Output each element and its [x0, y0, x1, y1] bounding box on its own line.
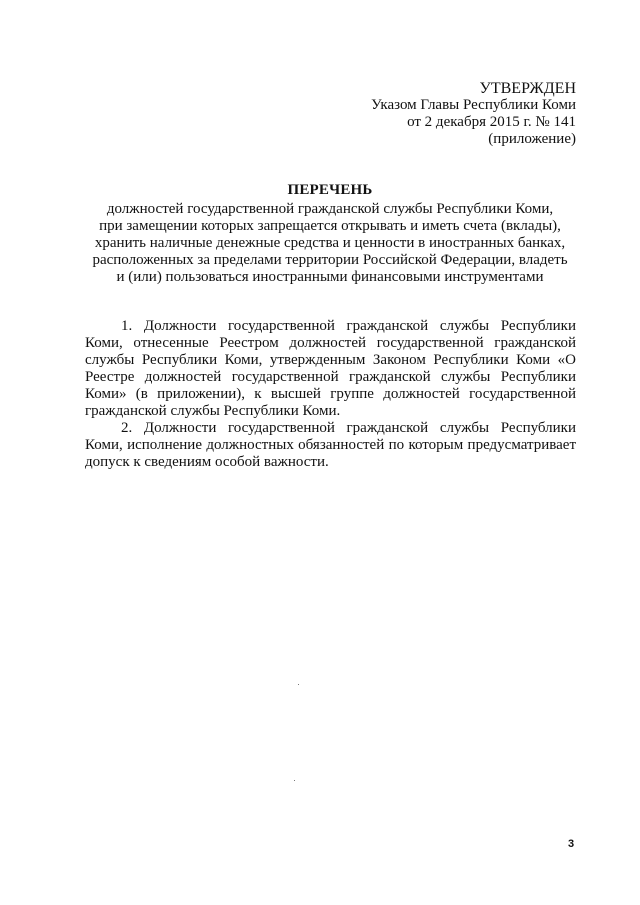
heading-line: хранить наличные денежные средства и ценности в иностранных банках,	[94, 235, 566, 251]
heading-title: ПЕРЕЧЕНЬ	[287, 182, 373, 198]
approval-block	[371, 80, 576, 148]
document-body	[85, 318, 576, 471]
heading-line: должностей государственной гражданской службы Республики Коми,	[106, 201, 554, 217]
scan-speck	[298, 684, 299, 685]
approval-date: от 2 декабря 2015 г. № 141	[407, 114, 576, 130]
paragraph-1: 1. Должности государственной гражданской службы Республики Коми, отнесенные Реестром должностей государственной гражданской службы Республики Коми, утвержденным Законом Республики Коми «О Реестре должностей государственной гражданской службы Республики Коми» (в приложении), к высшей группе должностей государственной гражданской службы Республики Коми.	[85, 318, 576, 419]
heading-line: расположенных за пределами территории Российской Федерации, владеть	[92, 252, 568, 268]
approval-title: УТВЕРЖДЕН	[479, 80, 576, 97]
paragraph-2: 2. Должности государственной гражданской службы Республики Коми, исполнение должностных обязанностей по которым предусматривает допуск к сведениям особой важности.	[85, 420, 576, 470]
scan-speck	[294, 780, 295, 781]
page-number: 3	[568, 838, 575, 850]
approval-decree: Указом Главы Республики Коми	[371, 97, 576, 113]
approval-attachment: (приложение)	[488, 131, 576, 147]
heading-line: при замещении которых запрещается открывать и иметь счета (вклады),	[99, 218, 561, 234]
heading-line: и (или) пользоваться иностранными финансовыми инструментами	[116, 269, 544, 285]
document-heading	[80, 182, 580, 286]
